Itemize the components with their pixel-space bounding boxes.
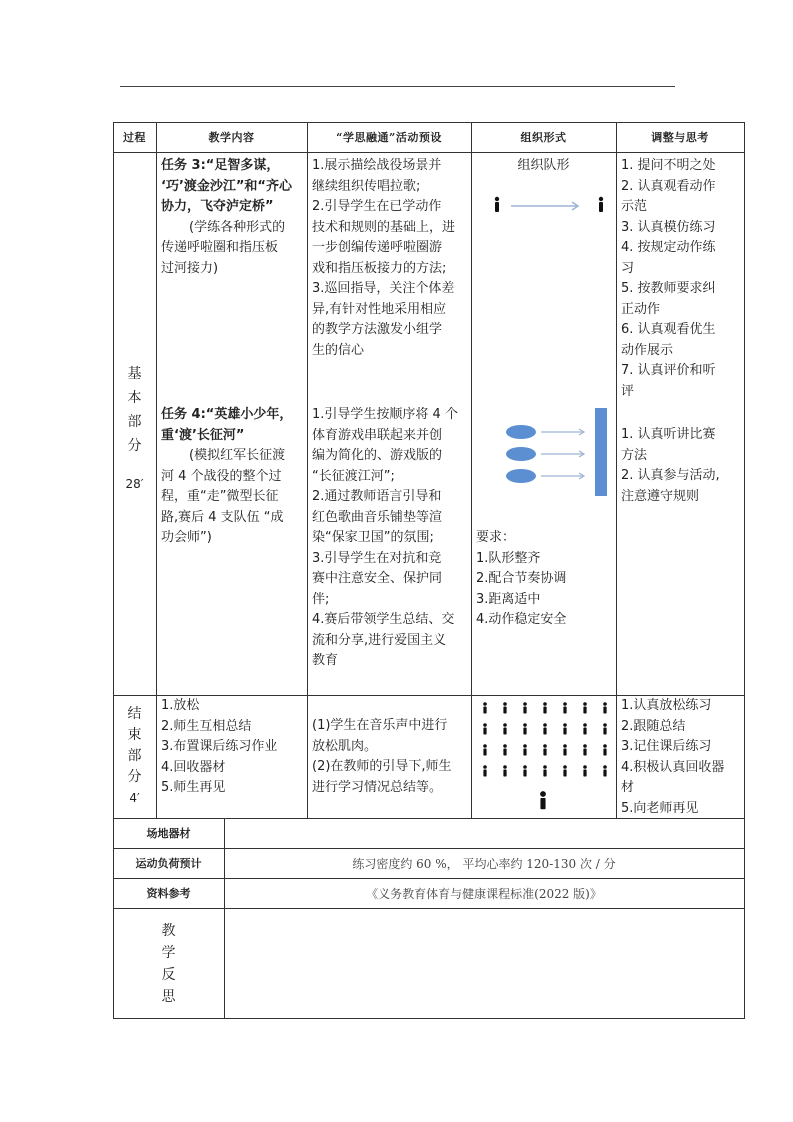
student-icon [483, 765, 487, 776]
student-icon [543, 765, 547, 776]
lesson-plan-table [113, 122, 745, 1019]
activity-task4: 1.引导学生按顺序将 4 个 体育游戏串联起来并创 编为简化的、游戏版的 “长征渡江河”; 2.通过教师语言引导和 红色歌曲音乐铺垫等渲 染“保家卫国”的氛围; 3.引导学生在对抗和竞 赛中注意安全、保护同 伴; 4.赛后带领学生总结、交 流和分享,进行爱国主义 教育 [312, 407, 458, 668]
student-icon [543, 744, 547, 755]
person-icon [599, 197, 603, 212]
student-icon [583, 702, 587, 713]
student-icon [543, 723, 547, 734]
header-process: 过程 [123, 131, 146, 144]
header-reflection: 调整与思考 [651, 131, 709, 144]
student-icon [583, 744, 587, 755]
student-icon [503, 765, 507, 776]
equipment-value [224, 818, 744, 848]
requirements-block: 要求： 1.队形整齐 2.配合节奏协调 3.距离适中 4.动作稳定安全 [476, 530, 567, 627]
student-icon [523, 723, 527, 734]
student-icon [543, 702, 547, 713]
river-bar [595, 408, 607, 496]
ending-time: 4′ [129, 791, 140, 805]
student-icon [563, 723, 567, 734]
arrows [541, 429, 584, 479]
task3-block: 任务 3:“足智多谋， ‘巧’渡金沙江”和“齐心 协力，飞夺泸定桥” (学练各种形式的 传递呼啦圈和指压板 过河接力) [161, 158, 292, 276]
student-icon [483, 723, 487, 734]
load-label: 运动负荷预计 [135, 857, 202, 870]
student-icon [503, 723, 507, 734]
student-icon [603, 702, 607, 713]
relay-diagram [471, 182, 616, 222]
student-icon [603, 744, 607, 755]
reflection-task4: 1. 认真听讲比赛 方法 2. 认真参与活动, 注意遵守规则 [621, 427, 720, 504]
student-icon [563, 702, 567, 713]
ending-reflection: 1.认真放松练习 2.跟随总结 3.记住课后练习 4.积极认真回收器 材 5.向老师再见 [621, 698, 725, 816]
ending-activity: (1)学生在音乐声中进行 放松肌肉。 (2)在教师的引导下,师生 进行学习情况总结等。 [312, 718, 452, 795]
header-content: 教学内容 [208, 131, 255, 144]
student-icon [563, 744, 567, 755]
student-icon [523, 765, 527, 776]
student-icon [603, 765, 607, 776]
student-icon [483, 702, 487, 713]
student-icon [563, 765, 567, 776]
ending-content: 1.放松 2.师生互相总结 3.布置课后练习作业 4.回收器材 5.师生再见 [161, 698, 278, 795]
student-icon [523, 702, 527, 713]
reference-value: 《义务教育体育与健康课程标准(2022 版)》 [366, 886, 602, 901]
header-rule [120, 86, 675, 87]
header-activity: “学思融通”活动预设 [336, 131, 442, 144]
team-ellipse [506, 425, 536, 439]
student-icon [503, 744, 507, 755]
team-ellipse [506, 447, 536, 461]
basic-phase-label: 基 本 部 分 28′ [113, 362, 156, 496]
reflection-task3: 1. 提问不明之处 2. 认真观看动作 示范 3. 认真模仿练习 4. 按规定动作练 习 5. 按教师要求纠 正动作 6. 认真观看优生 动作展示 7. 认真评价和听 评 [621, 158, 716, 399]
task4-block: 任务 4:“英雄小少年， 重‘渡’长征河” (模拟红军长征渡 河 4 个战役的整个过 程，重“走”微型长征 路,赛后 4 支队伍 “成 功会师”) [161, 407, 293, 545]
student-icon [603, 723, 607, 734]
student-icon [523, 744, 527, 755]
header-organization: 组织形式 [520, 131, 567, 144]
teaching-reflection-label: 教 学 反 思 [161, 923, 176, 1005]
activity-task3: 1.展示描绘战役场景并 继续组织传唱拉歌; 2.引导学生在已学动作 技术和规则的基础上，进 一步创编传递呼啦圈游 戏和指压板接力的方法; 3.巡回指导，关注个体差 异,有针对性地采用相应 的教学方法激发小组学 生的信心 [312, 158, 456, 358]
ending-phase-label: 结 束 部 分 4′ [113, 704, 156, 809]
river-crossing-diagram [471, 404, 616, 500]
org-formation-title: 组织队形 [517, 158, 570, 173]
student-icon [583, 765, 587, 776]
team-ellipse [506, 469, 536, 483]
person-icon [495, 197, 499, 212]
teacher-icon [540, 791, 546, 809]
student-icon [583, 723, 587, 734]
load-value: 练习密度约 60 %， 平均心率约 120-130 次 / 分 [352, 856, 616, 871]
reference-label: 资料参考 [146, 887, 191, 900]
equipment-label: 场地器材 [146, 827, 191, 840]
student-icon [503, 702, 507, 713]
basic-time: 28′ [125, 477, 144, 491]
relax-formation-diagram [471, 696, 616, 818]
student-icon [483, 744, 487, 755]
